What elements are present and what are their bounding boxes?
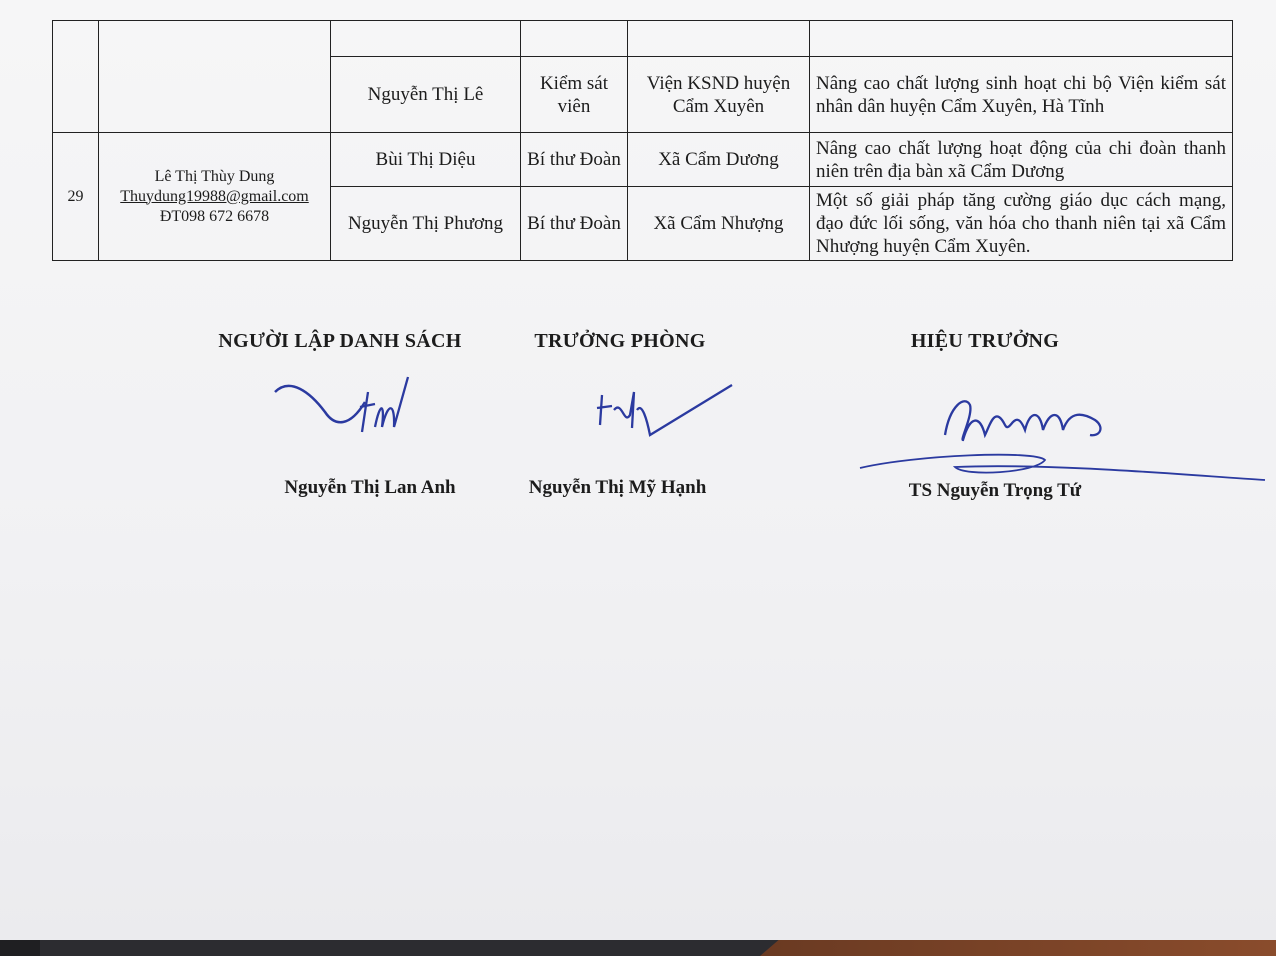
student-name: Nguyễn Thị Phương <box>331 187 521 261</box>
principal-signature <box>855 385 1270 485</box>
head-name-block <box>495 477 740 499</box>
table-row-top-spacer <box>53 21 1233 57</box>
preparer-name-block <box>240 477 500 499</box>
student-position: Bí thư Đoàn <box>521 133 628 187</box>
principal-name-block <box>880 480 1110 502</box>
preparer-signature-block <box>200 330 480 353</box>
principal-role: HIỆU TRƯỞNG <box>910 330 1060 352</box>
student-unit: Xã Cẩm Nhượng <box>628 187 810 261</box>
student-position: Bí thư Đoàn <box>521 187 628 261</box>
preparer-signature <box>270 372 430 442</box>
preparer-name: Nguyễn Thị Lan Anh <box>284 477 456 498</box>
preparer-role: NGƯỜI LẬP DANH SÁCH <box>218 330 462 352</box>
thesis-topic: Nâng cao chất lượng hoạt động của chi đoàn thanh niên trên địa bàn xã Cẩm Dương <box>810 133 1233 187</box>
stt-cell-empty <box>53 21 99 133</box>
head-role: TRƯỞNG PHÒNG <box>534 330 706 352</box>
cell-empty <box>331 21 521 57</box>
head-signature-block <box>510 330 730 353</box>
advisor-email: Thuydung19988@gmail.com <box>120 187 309 205</box>
student-position: Kiểm sát viên <box>521 57 628 133</box>
student-name: Nguyễn Thị Lê <box>331 57 521 133</box>
advisor-phone: ĐT098 672 6678 <box>159 207 270 225</box>
head-name: Nguyễn Thị Mỹ Hạnh <box>528 477 707 498</box>
cell-empty <box>628 21 810 57</box>
principal-signature-block <box>870 330 1100 353</box>
student-unit: Viện KSND huyện Cẩm Xuyên <box>628 57 810 133</box>
table-row <box>53 133 1233 187</box>
advisor-name: Lê Thị Thùy Dung <box>154 167 275 185</box>
thesis-topic: Một số giải pháp tăng cường giáo dục cách mạng, đạo đức lối sống, văn hóa cho thanh niên tại xã Cẩm Nhượng huyện Cẩm Xuyên. <box>810 187 1233 261</box>
advisor-info <box>99 133 331 261</box>
head-signature <box>592 380 742 440</box>
thesis-topic: Nâng cao chất lượng sinh hoạt chi bộ Viện kiểm sát nhân dân huyện Cẩm Xuyên, Hà Tĩnh <box>810 57 1233 133</box>
cell-empty <box>810 21 1233 57</box>
student-name: Bùi Thị Diệu <box>331 133 521 187</box>
student-table <box>52 20 1232 263</box>
principal-name: TS Nguyễn Trọng Tứ <box>908 480 1082 501</box>
student-unit: Xã Cẩm Dương <box>628 133 810 187</box>
cell-empty <box>521 21 628 57</box>
stt-number: 29 <box>53 133 99 261</box>
advisor-cell-empty <box>99 21 331 133</box>
student-table-grid <box>52 20 1233 261</box>
